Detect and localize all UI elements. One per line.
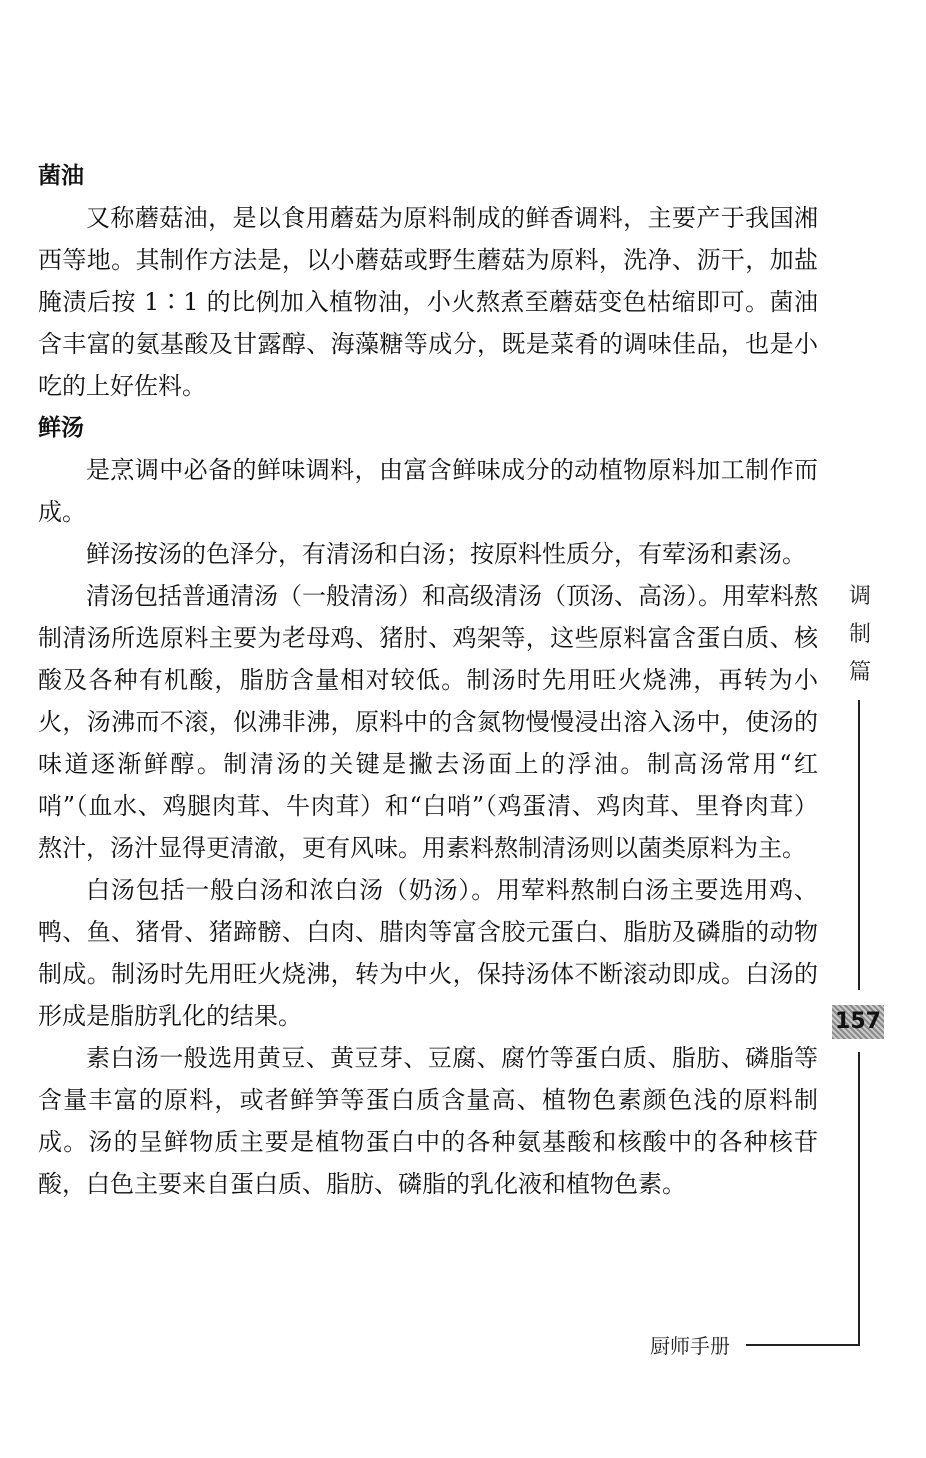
paragraph: 鲜汤按汤的色泽分，有清汤和白汤；按原料性质分，有荤汤和素汤。 (86, 540, 806, 568)
paragraph: 清汤包括普通清汤（一般清汤）和高级清汤（顶汤、高汤）。用荤料熬制清汤所选原料主要为老母鸡、猪肘、鸡架等，这些原料富含蛋白质、核酸及各种有机酸，脂肪含量相对较低。制汤时先用旺火烧沸，再转为小火，汤沸而不滚，似沸非沸，原料中的含氮物慢慢浸出溶入汤中，使汤的味道逐渐鲜醇。制清汤的关键是撇去汤面上的浮油。制高汤常用“红哨”（血水、鸡腿肉茸、牛肉茸）和“白哨”（鸡蛋清、鸡肉茸、里脊肉茸）熬汁，汤汁显得更清澈，更有风味。用素料熬制清汤则以菌类原料为主。 (38, 582, 818, 862)
footer-book-title: 厨师手册 (650, 1334, 730, 1358)
paragraph: 是烹调中必备的鲜味调料，由富含鲜味成分的动植物原料加工制作而成。 (38, 456, 818, 526)
side-rule-lower (858, 1052, 860, 1346)
footer-rule (746, 1344, 860, 1346)
paragraph: 又称蘑菇油，是以食用蘑菇为原料制成的鲜香调料，主要产于我国湘西等地。其制作方法是，以小蘑菇或野生蘑菇为原料，洗净、沥干，加盐腌渍后按 1∶1 的比例加入植物油，小火熬煮至蘑菇变色枯缩即可。菌油含丰富的氨基酸及甘露醇、海藻糖等成分，既是菜肴的调味佳品，也是小吃的上好佐料。 (38, 204, 818, 400)
chapter-char: 篇 (848, 660, 871, 685)
section-heading-xian-tang: 鲜汤 (38, 415, 84, 441)
side-rule-upper (858, 700, 860, 990)
page-body (38, 155, 818, 1205)
section-heading-jun-you: 菌油 (38, 163, 84, 189)
chapter-label (846, 578, 874, 692)
paragraph: 白汤包括一般白汤和浓白汤（奶汤）。用荤料熬制白汤主要选用鸡、鸭、鱼、猪骨、猪蹄髈、白肉、腊肉等富含胶元蛋白、脂肪及磷脂的动物制成。制汤时先用旺火烧沸，转为中火，保持汤体不断滚动即成。白汤的形成是脂肪乳化的结果。 (38, 876, 818, 1030)
page-number: 157 (832, 1005, 884, 1039)
chapter-char: 调 (848, 584, 871, 609)
paragraph: 素白汤一般选用黄豆、黄豆芽、豆腐、腐竹等蛋白质、脂肪、磷脂等含量丰富的原料，或者鲜笋等蛋白质含量高、植物色素颜色浅的原料制成。汤的呈鲜物质主要是植物蛋白中的各种氨基酸和核酸中的各种核苷酸，白色主要来自蛋白质、脂肪、磷脂的乳化液和植物色素。 (38, 1044, 818, 1198)
chapter-char: 制 (848, 622, 871, 647)
